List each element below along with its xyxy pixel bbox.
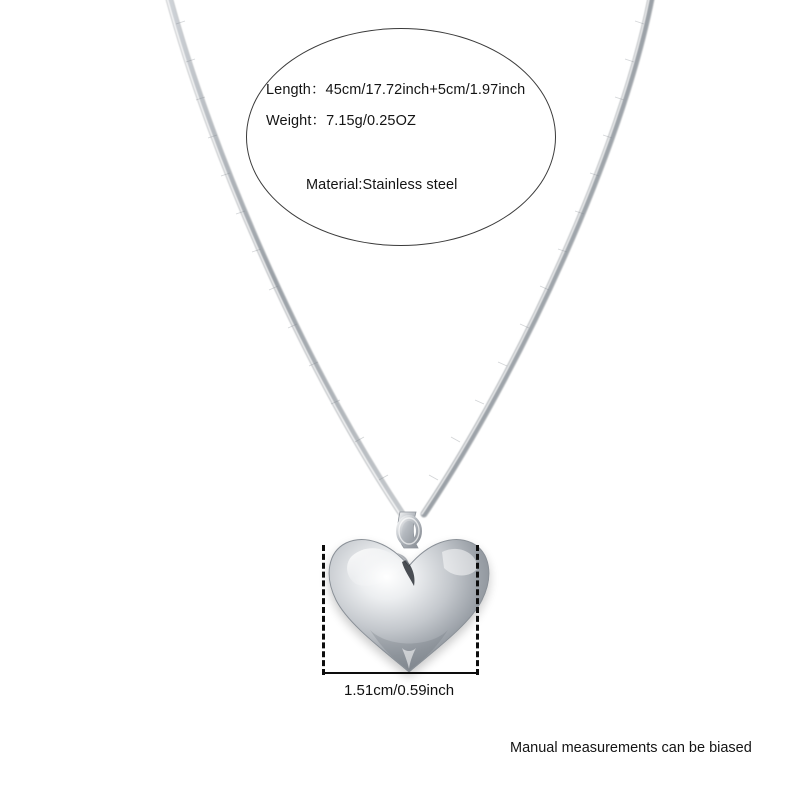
spec-callout-ellipse xyxy=(246,28,556,246)
dimension-guide-left xyxy=(322,545,325,675)
heart-pendant xyxy=(329,540,489,672)
spec-length-text: Length：45cm/17.72inch+5cm/1.97inch xyxy=(266,82,526,98)
dimension-guide-right xyxy=(476,545,479,675)
pendant-bail xyxy=(398,512,419,548)
dimension-measure-line xyxy=(322,672,479,674)
measurement-disclaimer: Manual measurements can be biased xyxy=(510,740,752,756)
spec-weight-text: Weight：7.15g/0.25OZ xyxy=(266,113,416,129)
dimension-label: 1.51cm/0.59inch xyxy=(344,682,455,699)
spec-material-text: Material:Stainless steel xyxy=(306,177,458,193)
